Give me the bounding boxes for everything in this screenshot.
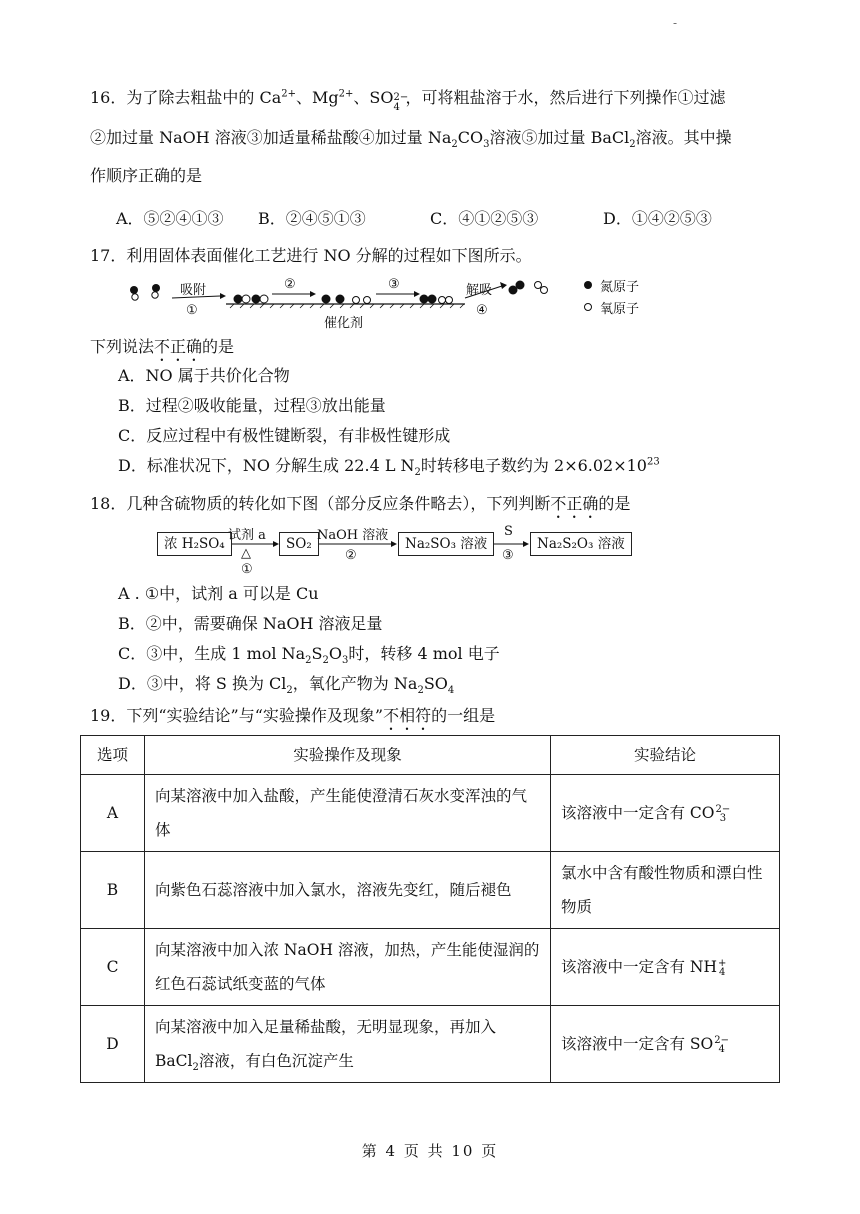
q18-box-h2so4: 浓 H₂SO₄ [157,532,232,556]
q16-option-a[interactable]: A．⑤②④①③ [116,209,224,228]
q18-box-so2: SO₂ [279,532,319,556]
row-option: C [81,929,145,1006]
table-row[interactable] [81,1006,780,1083]
row-conclusion: 该溶液中一定含有 NH + 4 [551,929,780,1006]
q18-box-na2so3: Na₂SO₃ 溶液 [398,532,494,556]
q18-arrow1-step: ① [241,562,253,577]
q17-stem: 17．利用固体表面催化工艺进行 NO 分解的过程如下图所示。 [90,246,532,265]
q18-sulfur-diagram [155,522,645,578]
q18-arrow2-reagent: NaOH 溶液 [317,528,389,543]
q19-table [80,735,780,1083]
row-option: B [81,852,145,929]
q18-arrow1-reagent: 试剂 a [228,528,266,543]
row-conclusion: 氯水中含有酸性物质和漂白性物质 [551,852,780,929]
q17-legend-oxygen: 氧原子 [600,302,640,317]
page-footer: 第 4 页 共 10 页 [361,1142,499,1160]
row-option: A [81,775,145,852]
q19-stem: 19．下列“实验结论”与“实验操作及现象”不相符的一组是 [90,706,496,725]
q18-arrow3-reagent: S [504,524,513,539]
table-row[interactable] [81,775,780,852]
q17-label-desorb: 解吸 [466,283,493,298]
q18-arrow3-step: ③ [502,548,514,563]
q16-option-c[interactable]: C．④①②⑤③ [430,209,539,228]
row-operation: 向某溶液中加入盐酸，产生能使澄清石灰水变浑浊的气体 [145,775,551,852]
q17-label-catalyst: 催化剂 [324,316,364,331]
q17-label-adsorb: 吸附 [180,283,207,298]
header-conclusion: 实验结论 [551,736,780,775]
q17-option-d[interactable]: D．标准状况下，NO 分解生成 22.4 L $N_2$时转移电子数约为 $2\times 6.02\times 10^{23}$ [118,456,660,479]
q17-option-a[interactable]: A．NO 属于共价化合物 [118,366,290,385]
q18-box-na2s2o3: Na₂S₂O₃ 溶液 [530,532,632,556]
q18-option-c[interactable]: C．③中，生成 1 mol $Na_2S_2O_3$时，转移 4 mol 电子 [118,644,500,667]
q17-label-step3: ③ [388,277,400,292]
q18-option-b[interactable]: B．②中，需要确保 NaOH 溶液足量 [118,614,383,633]
q18-option-d[interactable]: D．③中，将 S 换为 $Cl_2$，氧化产物为 $Na_2SO_4$ [118,674,455,697]
q16-option-b[interactable]: B．②④⑤①③ [258,209,366,228]
row-operation: 向某溶液中加入浓 NaOH 溶液，加热，产生能使湿润的红色石蕊试纸变蓝的气体 [145,929,551,1006]
q18-arrow1-heat: △ [241,546,251,561]
q17-legend-nitrogen: 氮原子 [600,280,640,295]
q16-line2: ②加过量 NaOH 溶液③加适量稀盐酸④加过量 $Na_2CO_3$溶液⑤加过量 BaCl$_2$溶液。其中操 [90,128,732,151]
table-header-row [81,736,780,775]
header-option: 选项 [81,736,145,775]
table-row[interactable] [81,929,780,1006]
q17-label-step2: ② [284,277,296,292]
q17-option-b[interactable]: B．过程②吸收能量，过程③放出能量 [118,396,386,415]
q17-label-step4: ④ [476,303,488,318]
q16-line3: 作顺序正确的是 [90,166,203,185]
q16-line1: 16．为了除去粗盐中的 $Ca^{2+}$、$Mg^{2+}$、SO 4 2− ，可将粗盐溶于水，然后进行下列操作①过滤 [90,88,726,113]
q16-option-d[interactable]: D．①④②⑤③ [603,209,712,228]
corner-mark: - [673,16,678,30]
row-conclusion: 该溶液中一定含有 SO 2− 4 [551,1006,780,1083]
header-operation: 实验操作及现象 [145,736,551,775]
table-row[interactable] [81,852,780,929]
q18-option-a[interactable]: A . ①中，试剂 a 可以是 Cu [118,584,319,603]
row-conclusion: 该溶液中一定含有 CO 2− 3 [551,775,780,852]
q17-label-step1: ① [186,303,198,318]
q17-catalysis-diagram [120,274,680,336]
q17-ask: 下列说法不正确的是 [90,337,235,356]
row-operation: 向某溶液中加入足量稀盐酸，无明显现象，再加入 BaCl$_2$溶液，有白色沉淀产生 [145,1006,551,1083]
q17-option-c[interactable]: C．反应过程中有极性键断裂，有非极性键形成 [118,426,451,445]
q18-arrow2-step: ② [345,548,357,563]
row-option: D [81,1006,145,1083]
q18-stem: 18．几种含硫物质的转化如下图（部分反应条件略去），下列判断不正确的是 [90,494,631,513]
row-operation: 向紫色石蕊溶液中加入氯水，溶液先变红，随后褪色 [145,852,551,929]
